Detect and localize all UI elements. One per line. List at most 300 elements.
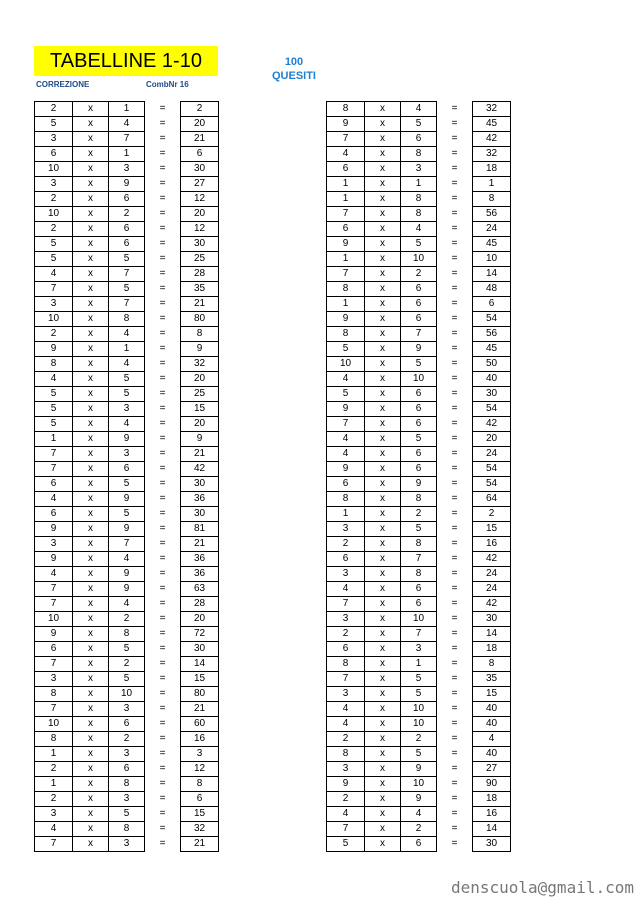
- factor-a-cell: 4: [327, 807, 365, 822]
- factor-a-cell: 9: [35, 627, 73, 642]
- factor-a-cell: 3: [327, 522, 365, 537]
- equals-sign: =: [159, 313, 166, 324]
- table-row: [327, 372, 511, 387]
- times-sign: x: [365, 672, 401, 687]
- factor-a-cell: 10: [35, 162, 73, 177]
- times-sign: x: [73, 717, 109, 732]
- product-cell: 14: [473, 267, 511, 282]
- equals-sign: =: [451, 223, 458, 234]
- factor-a-cell: 5: [35, 387, 73, 402]
- times-sign: x: [365, 597, 401, 612]
- factor-b-cell: 1: [401, 177, 437, 192]
- author-email: denscuola@gmail.com: [450, 878, 634, 897]
- equals-sign: =: [451, 148, 458, 159]
- factor-b-cell: 7: [401, 327, 437, 342]
- factor-b-cell: 9: [401, 342, 437, 357]
- product-cell: 21: [181, 837, 219, 852]
- table-row: [327, 672, 511, 687]
- table-row: [327, 747, 511, 762]
- equals-sign: =: [451, 688, 458, 699]
- times-sign: x: [73, 297, 109, 312]
- product-cell: 20: [181, 117, 219, 132]
- factor-a-cell: 5: [35, 237, 73, 252]
- factor-a-cell: 4: [327, 702, 365, 717]
- times-sign: x: [73, 597, 109, 612]
- equals-sign: =: [451, 433, 458, 444]
- product-cell: 40: [473, 747, 511, 762]
- factor-b-cell: 9: [109, 582, 145, 597]
- factor-b-cell: 5: [401, 672, 437, 687]
- table-row: [35, 702, 219, 717]
- factor-a-cell: 8: [327, 102, 365, 117]
- table-row: [327, 222, 511, 237]
- equals-sign: =: [159, 418, 166, 429]
- product-cell: 9: [181, 342, 219, 357]
- product-cell: 8: [473, 657, 511, 672]
- times-sign: x: [365, 432, 401, 447]
- question-count-number: 100: [284, 56, 304, 68]
- factor-b-cell: 5: [401, 687, 437, 702]
- factor-b-cell: 2: [109, 657, 145, 672]
- product-cell: 20: [181, 612, 219, 627]
- factor-b-cell: 10: [401, 717, 437, 732]
- table-row: [327, 537, 511, 552]
- equals-sign: =: [159, 463, 166, 474]
- equals-sign: =: [159, 673, 166, 684]
- times-sign: x: [73, 357, 109, 372]
- product-cell: 54: [473, 477, 511, 492]
- factor-a-cell: 5: [35, 117, 73, 132]
- equals-sign: =: [159, 253, 166, 264]
- factor-a-cell: 8: [327, 327, 365, 342]
- factor-a-cell: 8: [327, 282, 365, 297]
- factor-b-cell: 2: [401, 507, 437, 522]
- equals-sign: =: [451, 703, 458, 714]
- factor-b-cell: 2: [401, 732, 437, 747]
- times-sign: x: [73, 732, 109, 747]
- factor-a-cell: 1: [35, 747, 73, 762]
- times-sign: x: [365, 372, 401, 387]
- factor-b-cell: 10: [401, 612, 437, 627]
- factor-b-cell: 9: [109, 432, 145, 447]
- equals-sign: =: [451, 268, 458, 279]
- times-sign: x: [365, 552, 401, 567]
- times-sign: x: [73, 492, 109, 507]
- factor-a-cell: 7: [35, 837, 73, 852]
- equals-sign: =: [451, 523, 458, 534]
- equals-sign: =: [159, 823, 166, 834]
- factor-b-cell: 9: [401, 477, 437, 492]
- factor-a-cell: 3: [35, 537, 73, 552]
- times-sign: x: [73, 327, 109, 342]
- times-sign: x: [73, 747, 109, 762]
- factor-a-cell: 3: [327, 612, 365, 627]
- table-row: [327, 462, 511, 477]
- product-cell: 32: [473, 102, 511, 117]
- product-cell: 54: [473, 462, 511, 477]
- product-cell: 35: [181, 282, 219, 297]
- times-sign: x: [73, 552, 109, 567]
- times-sign: x: [365, 387, 401, 402]
- factor-a-cell: 6: [327, 162, 365, 177]
- times-sign: x: [73, 807, 109, 822]
- factor-b-cell: 7: [109, 267, 145, 282]
- factor-a-cell: 7: [327, 417, 365, 432]
- equals-sign: =: [159, 688, 166, 699]
- product-cell: 21: [181, 702, 219, 717]
- equals-sign: =: [159, 538, 166, 549]
- equals-sign: =: [159, 103, 166, 114]
- times-sign: x: [73, 267, 109, 282]
- equals-sign: =: [451, 298, 458, 309]
- factor-b-cell: 6: [401, 387, 437, 402]
- times-sign: x: [365, 822, 401, 837]
- equals-sign: =: [451, 538, 458, 549]
- equals-sign: =: [159, 373, 166, 384]
- product-cell: 30: [473, 612, 511, 627]
- table-row: [35, 567, 219, 582]
- times-sign: x: [73, 102, 109, 117]
- factor-b-cell: 2: [401, 267, 437, 282]
- table-row: [35, 822, 219, 837]
- times-sign: x: [73, 207, 109, 222]
- factor-a-cell: 10: [35, 612, 73, 627]
- equals-sign: =: [159, 298, 166, 309]
- times-sign: x: [365, 792, 401, 807]
- table-row: [327, 822, 511, 837]
- equals-sign: =: [159, 193, 166, 204]
- factor-b-cell: 8: [401, 567, 437, 582]
- times-sign: x: [73, 417, 109, 432]
- factor-b-cell: 5: [401, 357, 437, 372]
- table-row: [35, 837, 219, 852]
- factor-a-cell: 3: [35, 297, 73, 312]
- factor-b-cell: 6: [401, 582, 437, 597]
- equals-sign: =: [451, 553, 458, 564]
- table-row: [327, 642, 511, 657]
- table-row: [327, 327, 511, 342]
- factor-b-cell: 5: [401, 432, 437, 447]
- product-cell: 18: [473, 642, 511, 657]
- times-sign: x: [365, 222, 401, 237]
- factor-a-cell: 7: [327, 132, 365, 147]
- equals-sign: =: [451, 643, 458, 654]
- times-sign: x: [365, 252, 401, 267]
- times-sign: x: [73, 372, 109, 387]
- product-cell: 35: [473, 672, 511, 687]
- product-cell: 20: [181, 417, 219, 432]
- table-row: [35, 672, 219, 687]
- table-row: [35, 177, 219, 192]
- factor-a-cell: 7: [327, 672, 365, 687]
- factor-a-cell: 10: [327, 357, 365, 372]
- factor-b-cell: 5: [109, 672, 145, 687]
- equals-sign: =: [451, 673, 458, 684]
- equals-sign: =: [159, 508, 166, 519]
- product-cell: 80: [181, 312, 219, 327]
- product-cell: 30: [181, 477, 219, 492]
- product-cell: 8: [181, 777, 219, 792]
- equals-sign: =: [159, 328, 166, 339]
- left-multiplication-table: [34, 101, 219, 852]
- factor-b-cell: 10: [401, 252, 437, 267]
- product-cell: 20: [181, 372, 219, 387]
- factor-a-cell: 7: [35, 702, 73, 717]
- times-sign: x: [365, 282, 401, 297]
- factor-b-cell: 1: [109, 342, 145, 357]
- times-sign: x: [73, 522, 109, 537]
- factor-b-cell: 4: [109, 357, 145, 372]
- times-sign: x: [73, 192, 109, 207]
- equals-sign: =: [451, 253, 458, 264]
- factor-b-cell: 4: [109, 597, 145, 612]
- times-sign: x: [365, 312, 401, 327]
- equals-sign: =: [159, 223, 166, 234]
- equals-sign: =: [159, 748, 166, 759]
- times-sign: x: [365, 567, 401, 582]
- table-row: [327, 252, 511, 267]
- times-sign: x: [365, 417, 401, 432]
- equals-sign: =: [451, 778, 458, 789]
- table-row: [327, 807, 511, 822]
- times-sign: x: [365, 507, 401, 522]
- times-sign: x: [365, 342, 401, 357]
- factor-a-cell: 4: [327, 582, 365, 597]
- equals-sign: =: [159, 733, 166, 744]
- times-sign: x: [365, 402, 401, 417]
- table-row: [35, 117, 219, 132]
- product-cell: 6: [181, 147, 219, 162]
- table-row: [327, 477, 511, 492]
- product-cell: 10: [473, 252, 511, 267]
- equals-sign: =: [159, 148, 166, 159]
- table-row: [327, 447, 511, 462]
- times-sign: x: [365, 327, 401, 342]
- equals-sign: =: [159, 598, 166, 609]
- factor-b-cell: 4: [109, 552, 145, 567]
- table-row: [327, 192, 511, 207]
- table-row: [35, 372, 219, 387]
- equals-sign: =: [451, 103, 458, 114]
- equals-sign: =: [451, 178, 458, 189]
- factor-b-cell: 3: [109, 162, 145, 177]
- product-cell: 30: [473, 387, 511, 402]
- equals-sign: =: [159, 793, 166, 804]
- table-row: [35, 477, 219, 492]
- product-cell: 81: [181, 522, 219, 537]
- times-sign: x: [365, 207, 401, 222]
- product-cell: 63: [181, 582, 219, 597]
- factor-b-cell: 8: [109, 822, 145, 837]
- times-sign: x: [73, 312, 109, 327]
- factor-b-cell: 5: [401, 747, 437, 762]
- product-cell: 6: [181, 792, 219, 807]
- factor-b-cell: 5: [109, 807, 145, 822]
- factor-a-cell: 7: [35, 282, 73, 297]
- factor-a-cell: 4: [327, 717, 365, 732]
- product-cell: 72: [181, 627, 219, 642]
- factor-a-cell: 7: [35, 657, 73, 672]
- equals-sign: =: [159, 133, 166, 144]
- table-row: [327, 102, 511, 117]
- table-row: [35, 282, 219, 297]
- product-cell: 40: [473, 702, 511, 717]
- factor-a-cell: 8: [327, 492, 365, 507]
- table-row: [35, 807, 219, 822]
- equals-sign: =: [451, 823, 458, 834]
- product-cell: 24: [473, 447, 511, 462]
- table-row: [35, 582, 219, 597]
- equals-sign: =: [451, 808, 458, 819]
- table-row: [327, 702, 511, 717]
- times-sign: x: [73, 762, 109, 777]
- equals-sign: =: [159, 448, 166, 459]
- factor-b-cell: 7: [401, 552, 437, 567]
- table-row: [327, 627, 511, 642]
- table-row: [327, 147, 511, 162]
- times-sign: x: [73, 537, 109, 552]
- product-cell: 14: [473, 822, 511, 837]
- factor-a-cell: 7: [35, 582, 73, 597]
- factor-a-cell: 8: [35, 357, 73, 372]
- times-sign: x: [73, 477, 109, 492]
- factor-b-cell: 8: [109, 777, 145, 792]
- factor-b-cell: 7: [401, 627, 437, 642]
- factor-a-cell: 9: [327, 402, 365, 417]
- factor-a-cell: 2: [35, 792, 73, 807]
- table-row: [327, 432, 511, 447]
- times-sign: x: [365, 132, 401, 147]
- equals-sign: =: [451, 403, 458, 414]
- worksheet-title: [34, 46, 218, 76]
- factor-b-cell: 10: [401, 777, 437, 792]
- times-sign: x: [365, 777, 401, 792]
- table-row: [35, 732, 219, 747]
- table-row: [35, 537, 219, 552]
- factor-a-cell: 2: [35, 102, 73, 117]
- times-sign: x: [73, 462, 109, 477]
- times-sign: x: [73, 147, 109, 162]
- factor-b-cell: 6: [401, 282, 437, 297]
- factor-a-cell: 2: [35, 222, 73, 237]
- factor-b-cell: 6: [401, 417, 437, 432]
- table-row: [35, 597, 219, 612]
- table-row: [35, 312, 219, 327]
- factor-a-cell: 10: [35, 207, 73, 222]
- factor-b-cell: 3: [401, 642, 437, 657]
- times-sign: x: [73, 177, 109, 192]
- product-cell: 18: [473, 162, 511, 177]
- product-cell: 36: [181, 492, 219, 507]
- factor-a-cell: 5: [35, 402, 73, 417]
- table-row: [35, 162, 219, 177]
- factor-b-cell: 7: [109, 537, 145, 552]
- equals-sign: =: [159, 493, 166, 504]
- factor-b-cell: 3: [109, 747, 145, 762]
- factor-a-cell: 1: [327, 252, 365, 267]
- factor-b-cell: 6: [401, 447, 437, 462]
- product-cell: 2: [473, 507, 511, 522]
- table-row: [327, 522, 511, 537]
- equals-sign: =: [159, 343, 166, 354]
- product-cell: 20: [181, 207, 219, 222]
- times-sign: x: [365, 762, 401, 777]
- factor-a-cell: 4: [327, 372, 365, 387]
- factor-a-cell: 4: [327, 447, 365, 462]
- product-cell: 64: [473, 492, 511, 507]
- product-cell: 60: [181, 717, 219, 732]
- table-row: [327, 717, 511, 732]
- table-row: [35, 237, 219, 252]
- product-cell: 30: [181, 237, 219, 252]
- factor-a-cell: 9: [35, 552, 73, 567]
- factor-a-cell: 4: [327, 147, 365, 162]
- times-sign: x: [365, 522, 401, 537]
- factor-b-cell: 1: [109, 147, 145, 162]
- product-cell: 40: [473, 717, 511, 732]
- factor-b-cell: 6: [401, 312, 437, 327]
- product-cell: 15: [181, 402, 219, 417]
- equals-sign: =: [159, 643, 166, 654]
- table-row: [327, 567, 511, 582]
- table-row: [327, 582, 511, 597]
- factor-b-cell: 8: [109, 312, 145, 327]
- factor-a-cell: 8: [35, 732, 73, 747]
- equals-sign: =: [159, 763, 166, 774]
- factor-b-cell: 5: [109, 372, 145, 387]
- product-cell: 24: [473, 222, 511, 237]
- factor-a-cell: 3: [35, 672, 73, 687]
- product-cell: 54: [473, 402, 511, 417]
- product-cell: 12: [181, 762, 219, 777]
- equals-sign: =: [451, 463, 458, 474]
- equals-sign: =: [159, 163, 166, 174]
- equals-sign: =: [451, 838, 458, 849]
- product-cell: 27: [181, 177, 219, 192]
- times-sign: x: [73, 402, 109, 417]
- factor-a-cell: 2: [35, 762, 73, 777]
- factor-a-cell: 10: [35, 312, 73, 327]
- equals-sign: =: [451, 343, 458, 354]
- product-cell: 15: [181, 807, 219, 822]
- table-row: [35, 342, 219, 357]
- factor-a-cell: 2: [327, 732, 365, 747]
- equals-sign: =: [451, 208, 458, 219]
- times-sign: x: [365, 582, 401, 597]
- equals-sign: =: [451, 193, 458, 204]
- factor-a-cell: 5: [327, 837, 365, 852]
- factor-b-cell: 5: [401, 522, 437, 537]
- equals-sign: =: [451, 508, 458, 519]
- factor-a-cell: 6: [35, 507, 73, 522]
- table-row: [35, 627, 219, 642]
- factor-b-cell: 3: [401, 162, 437, 177]
- factor-b-cell: 2: [109, 612, 145, 627]
- times-sign: x: [365, 807, 401, 822]
- factor-a-cell: 8: [327, 657, 365, 672]
- equals-sign: =: [451, 358, 458, 369]
- correction-label: CORREZIONE: [36, 80, 90, 89]
- equals-sign: =: [451, 478, 458, 489]
- table-row: [35, 777, 219, 792]
- times-sign: x: [73, 432, 109, 447]
- factor-b-cell: 9: [109, 177, 145, 192]
- table-row: [35, 192, 219, 207]
- factor-a-cell: 8: [35, 687, 73, 702]
- equals-sign: =: [451, 418, 458, 429]
- times-sign: x: [73, 162, 109, 177]
- table-row: [327, 132, 511, 147]
